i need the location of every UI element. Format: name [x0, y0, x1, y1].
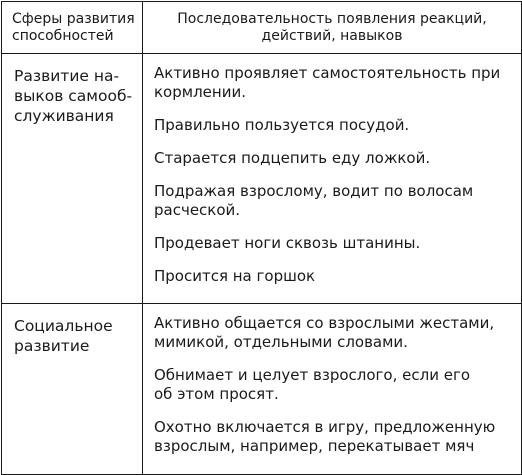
sphere-cell-self-care [2, 54, 143, 304]
sphere-cell-social [2, 304, 143, 475]
development-table [1, 1, 522, 475]
table-row [2, 304, 522, 475]
sequence-cell-social [143, 304, 522, 475]
list-item: Просится на горшок [154, 267, 316, 285]
list-item: Обнимает и целует взрослого, если его об этом просят. [154, 366, 470, 403]
list-item: Активно общается со взрослыми жестами, мимикой, отдельными словами. [154, 314, 495, 351]
sphere-label: Социальное развитие [14, 317, 113, 355]
header-sphere-label: Сферы развития способностей [12, 10, 135, 44]
list-item: Старается подцепить еду ложкой. [154, 149, 431, 167]
table-row [2, 54, 522, 304]
list-item: Продевает ноги сквозь штанины. [154, 234, 421, 252]
list-item: Правильно пользуется посудой. [154, 116, 410, 134]
header-sphere [2, 2, 143, 54]
list-item: Охотно включается в игру, предложенную взрослым, например, перекатывает мяч [154, 418, 496, 455]
table-header-row [2, 2, 522, 54]
list-item: Активно проявляет самостоятельность при кормлении. [154, 64, 501, 101]
list-item: Подражая взрослому, водит по волосам расческой. [154, 182, 474, 219]
header-sequence [143, 2, 522, 54]
header-sequence-label: Последовательность появления реакций, действий, навыков [177, 10, 487, 44]
sphere-label: Развитие на- выков самооб- служивания [14, 67, 133, 125]
sequence-cell-self-care [143, 54, 522, 304]
